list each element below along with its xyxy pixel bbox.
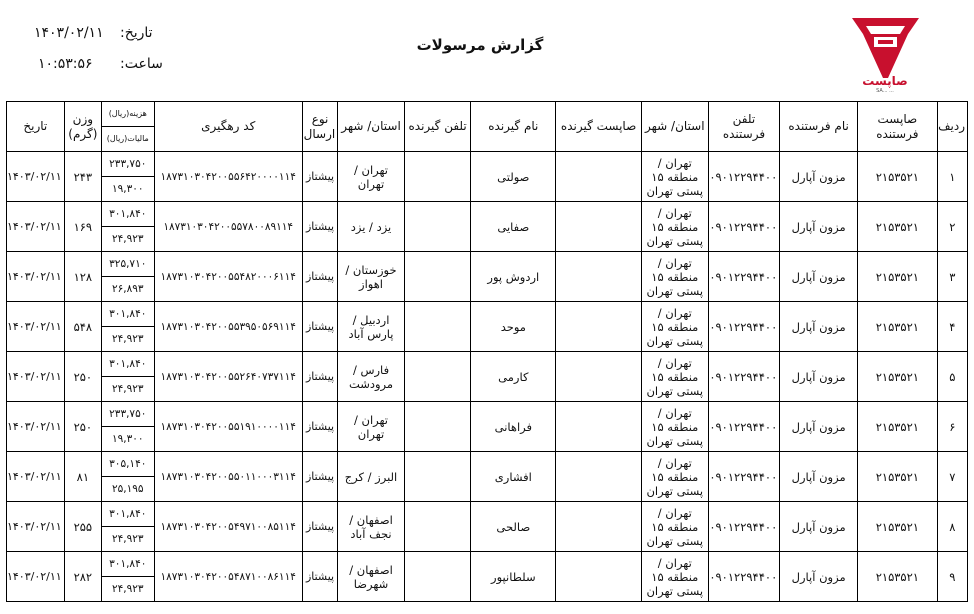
report-date-value: ۱۴۰۳/۰۲/۱۱	[34, 25, 104, 41]
logo-subtext: SA... ...	[876, 88, 894, 94]
cell-sender-province: تهران / منطقه ۱۵ پستی تهران	[642, 302, 709, 352]
cell-row-number: ۵	[937, 352, 967, 402]
cell-weight: ۲۵۰	[64, 402, 101, 452]
cell-receiver-phone	[404, 452, 471, 502]
cell-receiver-name: صولتی	[471, 152, 556, 202]
cell-tax-amount: ۲۴,۹۲۳	[111, 333, 144, 345]
table-header-row	[7, 102, 968, 152]
cell-send-type: پیشتاز	[302, 252, 337, 302]
cell-date: ۱۴۰۳/۰۲/۱۱	[7, 352, 65, 402]
cell-weight: ۸۱	[64, 452, 101, 502]
col-header-sender-province: استان/ شهر	[642, 102, 709, 152]
col-header-date: تاریخ	[7, 102, 65, 152]
cell-tracking-code: ۱۸۷۳۱۰۳۰۴۲۰۰۵۵۳۹۵۰۵۶۹۱۱۴	[154, 302, 302, 352]
cell-cost	[102, 152, 154, 202]
cell-sender-province: تهران / منطقه ۱۵ پستی تهران	[642, 202, 709, 252]
col-header-sender-phone: تلفن فرستنده	[708, 102, 780, 152]
cell-cost	[102, 552, 154, 602]
cell-tax-amount: ۱۹,۳۰۰	[111, 183, 144, 195]
cell-receiver-name: موحد	[471, 302, 556, 352]
cell-tax-amount: ۲۴,۹۲۳	[111, 233, 144, 245]
cell-receiver-phone	[404, 352, 471, 402]
cell-sender-name: مزون آپارل	[780, 152, 858, 202]
cell-date: ۱۴۰۳/۰۲/۱۱	[7, 202, 65, 252]
cell-receiver-name: اردوش پور	[471, 252, 556, 302]
cell-receiver-sapost	[556, 302, 642, 352]
cell-receiver-sapost	[556, 252, 642, 302]
cell-receiver-phone	[404, 252, 471, 302]
table-row	[7, 452, 968, 502]
cell-sender-phone: ۰۹۰۱۲۲۹۴۴۰۰	[708, 552, 780, 602]
cell-receiver-sapost	[556, 202, 642, 252]
cell-cost-amount: ۳۰۱,۸۴۰	[102, 502, 153, 527]
cell-cost-amount: ۳۰۱,۸۴۰	[102, 202, 153, 227]
cell-sender-name: مزون آپارل	[780, 402, 858, 452]
cell-receiver-name: صفایی	[471, 202, 556, 252]
cell-cost	[102, 502, 154, 552]
cell-cost	[102, 302, 154, 352]
table-row	[7, 502, 968, 552]
table-row	[7, 552, 968, 602]
cell-tax-amount: ۲۴,۹۲۳	[111, 383, 144, 395]
cell-sender-name: مزون آپارل	[780, 502, 858, 552]
cell-sender-sapost: ۲۱۵۳۵۲۱	[857, 302, 937, 352]
cell-receiver-province: اصفهان / شهرضا	[338, 552, 405, 602]
cell-row-number: ۴	[937, 302, 967, 352]
cell-sender-province: تهران / منطقه ۱۵ پستی تهران	[642, 452, 709, 502]
col-header-send-type: نوع ارسال	[302, 102, 337, 152]
col-header-tracking: کد رهگیری	[154, 102, 302, 152]
cell-sender-name: مزون آپارل	[780, 202, 858, 252]
cell-sender-sapost: ۲۱۵۳۵۲۱	[857, 452, 937, 502]
cell-receiver-province: تهران / تهران	[338, 402, 405, 452]
cell-tracking-code: ۱۸۷۳۱۰۳۰۴۲۰۰۵۵۱۹۱۰۰۰۰۱۱۴	[154, 402, 302, 452]
cell-receiver-phone	[404, 152, 471, 202]
cell-receiver-name: سلطانپور	[471, 552, 556, 602]
col-header-weight: وزن (گرم)	[64, 102, 101, 152]
cell-send-type: پیشتاز	[302, 152, 337, 202]
cell-receiver-province: فارس / مرودشت	[338, 352, 405, 402]
cell-tracking-code: ۱۸۷۳۱۰۳۰۴۲۰۰۵۵۰۱۱۰۰۰۳۱۱۴	[154, 452, 302, 502]
cell-receiver-phone	[404, 402, 471, 452]
cell-sender-name: مزون آپارل	[780, 552, 858, 602]
cell-sender-phone: ۰۹۰۱۲۲۹۴۴۰۰	[708, 452, 780, 502]
table-row	[7, 152, 968, 202]
logo-wordmark: صاپست	[862, 74, 908, 88]
cell-send-type: پیشتاز	[302, 202, 337, 252]
cell-sender-name: مزون آپارل	[780, 252, 858, 302]
cell-send-type: پیشتاز	[302, 552, 337, 602]
table-row	[7, 402, 968, 452]
cell-cost	[102, 452, 154, 502]
cell-sender-name: مزون آپارل	[780, 302, 858, 352]
col-header-receiver-phone: تلفن گیرنده	[404, 102, 471, 152]
table-row	[7, 302, 968, 352]
cell-cost-amount: ۳۲۵,۷۱۰	[102, 252, 153, 277]
table-row	[7, 352, 968, 402]
col-header-cost-top: هزینه(ریال)	[102, 102, 153, 127]
cell-row-number: ۶	[937, 402, 967, 452]
cell-tracking-code: ۱۸۷۳۱۰۳۰۴۲۰۰۵۵۲۶۴۰۷۳۷۱۱۴	[154, 352, 302, 402]
cell-receiver-province: خوزستان / اهواز	[338, 252, 405, 302]
col-header-cost	[102, 102, 154, 152]
cell-tax-amount: ۲۶,۸۹۳	[111, 283, 144, 295]
cell-sender-name: مزون آپارل	[780, 352, 858, 402]
cell-tracking-code: ۱۸۷۳۱۰۳۰۴۲۰۰۵۴۸۷۱۰۰۸۶۱۱۴	[154, 552, 302, 602]
cell-sender-sapost: ۲۱۵۳۵۲۱	[857, 552, 937, 602]
cell-weight: ۲۸۲	[64, 552, 101, 602]
cell-weight: ۲۵۵	[64, 502, 101, 552]
cell-weight: ۲۵۰	[64, 352, 101, 402]
report-time-value: ۱۰:۵۳:۵۶	[38, 56, 93, 72]
cell-send-type: پیشتاز	[302, 452, 337, 502]
cell-sender-phone: ۰۹۰۱۲۲۹۴۴۰۰	[708, 352, 780, 402]
cell-sender-sapost: ۲۱۵۳۵۲۱	[857, 152, 937, 202]
cell-receiver-province: اردبیل / پارس آباد	[338, 302, 405, 352]
cell-cost-amount: ۳۰۱,۸۴۰	[102, 352, 153, 377]
col-header-cost-bottom: مالیات(ریال)	[106, 134, 149, 143]
cell-sender-province: تهران / منطقه ۱۵ پستی تهران	[642, 252, 709, 302]
cell-receiver-sapost	[556, 352, 642, 402]
cell-send-type: پیشتاز	[302, 352, 337, 402]
cell-send-type: پیشتاز	[302, 502, 337, 552]
cell-receiver-phone	[404, 302, 471, 352]
cell-cost	[102, 402, 154, 452]
table-row	[7, 202, 968, 252]
cell-receiver-province: یزد / یزد	[338, 202, 405, 252]
cell-sender-province: تهران / منطقه ۱۵ پستی تهران	[642, 552, 709, 602]
col-header-receiver-province: استان/ شهر	[338, 102, 405, 152]
cell-send-type: پیشتاز	[302, 302, 337, 352]
cell-sender-phone: ۰۹۰۱۲۲۹۴۴۰۰	[708, 402, 780, 452]
cell-weight: ۱۶۹	[64, 202, 101, 252]
col-header-sender-name: نام فرستنده	[780, 102, 858, 152]
cell-sender-sapost: ۲۱۵۳۵۲۱	[857, 202, 937, 252]
cell-sender-sapost: ۲۱۵۳۵۲۱	[857, 502, 937, 552]
cell-tracking-code: ۱۸۷۳۱۰۳۰۴۲۰۰۵۵۴۸۲۰۰۰۶۱۱۴	[154, 252, 302, 302]
cell-sender-province: تهران / منطقه ۱۵ پستی تهران	[642, 502, 709, 552]
cell-receiver-name: فراهانی	[471, 402, 556, 452]
cell-cost-amount: ۳۰۱,۸۴۰	[102, 552, 153, 577]
cell-receiver-phone	[404, 502, 471, 552]
cell-row-number: ۱	[937, 152, 967, 202]
cell-send-type: پیشتاز	[302, 402, 337, 452]
cell-receiver-sapost	[556, 552, 642, 602]
cell-sender-province: تهران / منطقه ۱۵ پستی تهران	[642, 402, 709, 452]
cell-date: ۱۴۰۳/۰۲/۱۱	[7, 502, 65, 552]
cell-cost	[102, 352, 154, 402]
cell-tracking-code: ۱۸۷۳۱۰۳۰۴۲۰۰۵۴۹۷۱۰۰۸۵۱۱۴	[154, 502, 302, 552]
cell-cost-amount: ۳۰۱,۸۴۰	[102, 302, 153, 327]
cell-receiver-phone	[404, 202, 471, 252]
cell-weight: ۵۴۸	[64, 302, 101, 352]
cell-receiver-name: کارمی	[471, 352, 556, 402]
cell-tax-amount: ۲۴,۹۲۳	[111, 583, 144, 595]
shipments-table	[6, 101, 968, 602]
cell-weight: ۲۴۳	[64, 152, 101, 202]
cell-receiver-name: افشاری	[471, 452, 556, 502]
cell-sender-sapost: ۲۱۵۳۵۲۱	[857, 252, 937, 302]
report-date-label: تاریخ:	[120, 25, 153, 41]
cell-cost-amount: ۲۳۳,۷۵۰	[102, 402, 153, 427]
cell-sender-province: تهران / منطقه ۱۵ پستی تهران	[642, 352, 709, 402]
col-header-sender-sapost: صاپست فرستنده	[857, 102, 937, 152]
cell-tax-amount: ۲۵,۱۹۵	[111, 483, 144, 495]
cell-sender-sapost: ۲۱۵۳۵۲۱	[857, 352, 937, 402]
cell-sender-phone: ۰۹۰۱۲۲۹۴۴۰۰	[708, 202, 780, 252]
cell-sender-name: مزون آپارل	[780, 452, 858, 502]
cell-date: ۱۴۰۳/۰۲/۱۱	[7, 252, 65, 302]
cell-cost	[102, 252, 154, 302]
cell-tracking-code: ۱۸۷۳۱۰۳۰۴۲۰۰۵۵۷۸۰۰۸۹۱۱۴	[154, 202, 302, 252]
cell-date: ۱۴۰۳/۰۲/۱۱	[7, 152, 65, 202]
cell-sender-phone: ۰۹۰۱۲۲۹۴۴۰۰	[708, 502, 780, 552]
report-time-label: ساعت:	[120, 56, 163, 72]
cell-cost	[102, 202, 154, 252]
cell-receiver-sapost	[556, 402, 642, 452]
cell-row-number: ۲	[937, 202, 967, 252]
cell-receiver-phone	[404, 552, 471, 602]
cell-tax-amount: ۲۴,۹۲۳	[111, 533, 144, 545]
cell-receiver-sapost	[556, 452, 642, 502]
report-header	[0, 0, 974, 100]
cell-receiver-name: صالحی	[471, 502, 556, 552]
cell-tracking-code: ۱۸۷۳۱۰۳۰۴۲۰۰۵۵۶۴۲۰۰۰۰۱۱۴	[154, 152, 302, 202]
cell-row-number: ۹	[937, 552, 967, 602]
cell-sender-province: تهران / منطقه ۱۵ پستی تهران	[642, 152, 709, 202]
col-header-row: ردیف	[937, 102, 967, 152]
cell-weight: ۱۲۸	[64, 252, 101, 302]
cell-receiver-province: تهران / تهران	[338, 152, 405, 202]
cell-sender-phone: ۰۹۰۱۲۲۹۴۴۰۰	[708, 302, 780, 352]
cell-receiver-province: البرز / کرج	[338, 452, 405, 502]
cell-date: ۱۴۰۳/۰۲/۱۱	[7, 452, 65, 502]
col-header-receiver-sapost: صاپست گیرنده	[556, 102, 642, 152]
cell-receiver-province: اصفهان / نجف آباد	[338, 502, 405, 552]
cell-sender-phone: ۰۹۰۱۲۲۹۴۴۰۰	[708, 252, 780, 302]
cell-tax-amount: ۱۹,۳۰۰	[111, 433, 144, 445]
cell-date: ۱۴۰۳/۰۲/۱۱	[7, 302, 65, 352]
cell-sender-phone: ۰۹۰۱۲۲۹۴۴۰۰	[708, 152, 780, 202]
cell-sender-sapost: ۲۱۵۳۵۲۱	[857, 402, 937, 452]
cell-row-number: ۷	[937, 452, 967, 502]
table-row	[7, 252, 968, 302]
cell-cost-amount: ۲۳۳,۷۵۰	[102, 152, 153, 177]
cell-date: ۱۴۰۳/۰۲/۱۱	[7, 552, 65, 602]
cell-row-number: ۸	[937, 502, 967, 552]
page-title: گزارش مرسولات	[416, 36, 544, 54]
cell-receiver-sapost	[556, 502, 642, 552]
cell-date: ۱۴۰۳/۰۲/۱۱	[7, 402, 65, 452]
col-header-receiver-name: نام گیرنده	[471, 102, 556, 152]
cell-receiver-sapost	[556, 152, 642, 202]
cell-row-number: ۳	[937, 252, 967, 302]
cell-cost-amount: ۳۰۵,۱۴۰	[102, 452, 153, 477]
